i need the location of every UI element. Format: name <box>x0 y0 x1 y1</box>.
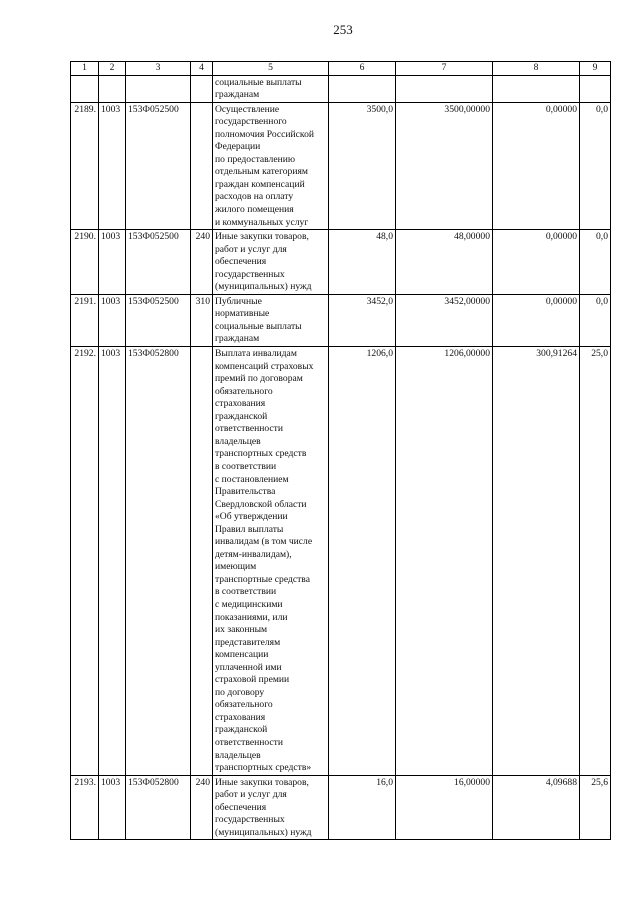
amount-cell: 16,00000 <box>396 775 493 840</box>
section-code-cell: 1003 <box>99 775 126 840</box>
amount-cell <box>396 75 493 102</box>
target-code-cell: 153Ф052800 <box>126 347 191 776</box>
target-code-cell: 153Ф052500 <box>126 230 191 295</box>
description-line: «Об утверждении <box>215 511 288 523</box>
description-line: (муниципальных) нужд <box>215 826 312 838</box>
description-line: Осуществление <box>215 103 280 115</box>
description-line: по договору <box>215 686 265 698</box>
description-line: страховой премии <box>215 674 290 686</box>
target-code-cell: 153Ф052500 <box>126 294 191 346</box>
page-number: 253 <box>333 22 353 37</box>
row-number-cell: 2189. <box>71 102 99 229</box>
description-line: показаниями, или <box>215 611 288 623</box>
header-cell: 9 <box>580 62 611 76</box>
description-line: нормативные <box>215 308 270 320</box>
amount-cell: 3452,00000 <box>396 294 493 346</box>
description-line: гражданской <box>215 410 268 422</box>
header-cell: 8 <box>493 62 580 76</box>
description-line: обеспечения <box>215 801 267 813</box>
amount-cell: 1206,0 <box>329 347 396 776</box>
description-cell <box>213 230 329 295</box>
description-line: компенсаций страховых <box>215 360 314 372</box>
description-line: владельцев <box>215 749 261 761</box>
description-line: страхования <box>215 711 266 723</box>
description-cell <box>213 102 329 229</box>
description-line: в соответствии <box>215 586 277 598</box>
description-line: обязательного <box>215 385 273 397</box>
description-line: социальные выплаты <box>215 320 302 332</box>
description-line: и коммунальных услуг <box>215 216 309 228</box>
description-line: транспортные средства <box>215 573 310 585</box>
description-line: отдельным категориям <box>215 166 308 178</box>
header-cell: 4 <box>191 62 213 76</box>
section-code-cell: 1003 <box>99 102 126 229</box>
description-line: граждан компенсаций <box>215 178 305 190</box>
description-line: Свердловской области <box>215 498 307 510</box>
description-line: в соответствии <box>215 460 277 472</box>
amount-cell: 48,0 <box>329 230 396 295</box>
row-number-cell: 2191. <box>71 294 99 346</box>
percent-cell: 25,0 <box>580 347 611 776</box>
expense-type-cell <box>191 347 213 776</box>
percent-cell <box>580 75 611 102</box>
executed-amount-cell: 0,00000 <box>493 230 580 295</box>
description-line: гражданской <box>215 724 268 736</box>
budget-table <box>70 61 611 840</box>
table-row <box>71 775 611 840</box>
description-cell <box>213 75 329 102</box>
description-line: по предоставлению <box>215 153 296 165</box>
amount-cell: 1206,00000 <box>396 347 493 776</box>
percent-cell: 0,0 <box>580 102 611 229</box>
description-line: Иные закупки товаров, <box>215 776 309 788</box>
expense-type-cell: 310 <box>191 294 213 346</box>
table-header-row <box>71 62 611 76</box>
amount-cell: 16,0 <box>329 775 396 840</box>
description-line: полномочия Российской <box>215 128 315 140</box>
description-line: страхования <box>215 398 266 410</box>
description-line: Правительства <box>215 486 276 498</box>
header-cell: 1 <box>71 62 99 76</box>
description-line: представителям <box>215 636 281 648</box>
section-code-cell: 1003 <box>99 347 126 776</box>
row-number-cell <box>71 75 99 102</box>
expense-type-cell <box>191 75 213 102</box>
description-line: обеспечения <box>215 256 267 268</box>
section-code-cell <box>99 75 126 102</box>
executed-amount-cell: 0,00000 <box>493 102 580 229</box>
amount-cell <box>329 75 396 102</box>
description-line: транспортных средств» <box>215 762 312 774</box>
amount-cell: 3500,0 <box>329 102 396 229</box>
description-line: Иные закупки товаров, <box>215 231 309 243</box>
description-line: гражданам <box>215 89 260 101</box>
percent-cell: 25,6 <box>580 775 611 840</box>
description-line: ответственности <box>215 736 283 748</box>
section-code-cell: 1003 <box>99 294 126 346</box>
header-cell: 5 <box>213 62 329 76</box>
header-cell: 2 <box>99 62 126 76</box>
executed-amount-cell: 300,91264 <box>493 347 580 776</box>
description-line: уплаченной ими <box>215 661 282 673</box>
row-number-cell: 2193. <box>71 775 99 840</box>
expense-type-cell: 240 <box>191 230 213 295</box>
description-line: Публичные <box>215 295 262 307</box>
table-row <box>71 75 611 102</box>
target-code-cell <box>126 75 191 102</box>
description-line: детям-инвалидам), <box>215 548 292 560</box>
description-cell <box>213 347 329 776</box>
target-code-cell: 153Ф052500 <box>126 102 191 229</box>
amount-cell: 3452,0 <box>329 294 396 346</box>
percent-cell: 0,0 <box>580 294 611 346</box>
executed-amount-cell: 0,00000 <box>493 294 580 346</box>
section-code-cell: 1003 <box>99 230 126 295</box>
description-line: транспортных средств <box>215 448 307 460</box>
executed-amount-cell <box>493 75 580 102</box>
description-line: Правил выплаты <box>215 523 284 535</box>
description-line: Федерации <box>215 141 261 153</box>
description-line: ответственности <box>215 423 283 435</box>
description-line: (муниципальных) нужд <box>215 281 312 293</box>
target-code-cell: 153Ф052800 <box>126 775 191 840</box>
description-line: Выплата инвалидам <box>215 348 297 360</box>
amount-cell: 48,00000 <box>396 230 493 295</box>
description-line: компенсации <box>215 649 269 661</box>
table-row <box>71 230 611 295</box>
description-line: владельцев <box>215 435 261 447</box>
description-line: обязательного <box>215 699 273 711</box>
description-line: с медицинскими <box>215 598 283 610</box>
description-line: гражданам <box>215 333 260 345</box>
expense-type-cell <box>191 102 213 229</box>
description-cell <box>213 775 329 840</box>
description-line: работ и услуг для <box>215 243 287 255</box>
expense-type-cell: 240 <box>191 775 213 840</box>
table-row <box>71 347 611 776</box>
description-line: расходов на оплату <box>215 191 294 203</box>
percent-cell: 0,0 <box>580 230 611 295</box>
description-line: премий по договорам <box>215 373 303 385</box>
header-cell: 7 <box>396 62 493 76</box>
header-cell: 6 <box>329 62 396 76</box>
description-line: социальные выплаты <box>215 76 302 88</box>
description-line: государственного <box>215 116 287 128</box>
description-line: имеющим <box>215 561 257 573</box>
table-row <box>71 102 611 229</box>
description-cell <box>213 294 329 346</box>
description-line: государственных <box>215 268 285 280</box>
row-number-cell: 2192. <box>71 347 99 776</box>
header-cell: 3 <box>126 62 191 76</box>
amount-cell: 3500,00000 <box>396 102 493 229</box>
executed-amount-cell: 4,09688 <box>493 775 580 840</box>
description-line: инвалидам (в том числе <box>215 536 313 548</box>
row-number-cell: 2190. <box>71 230 99 295</box>
description-line: с постановлением <box>215 473 289 485</box>
table-row <box>71 294 611 346</box>
description-line: работ и услуг для <box>215 789 287 801</box>
description-line: государственных <box>215 814 285 826</box>
description-line: их законным <box>215 624 268 636</box>
description-line: жилого помещения <box>215 204 294 216</box>
